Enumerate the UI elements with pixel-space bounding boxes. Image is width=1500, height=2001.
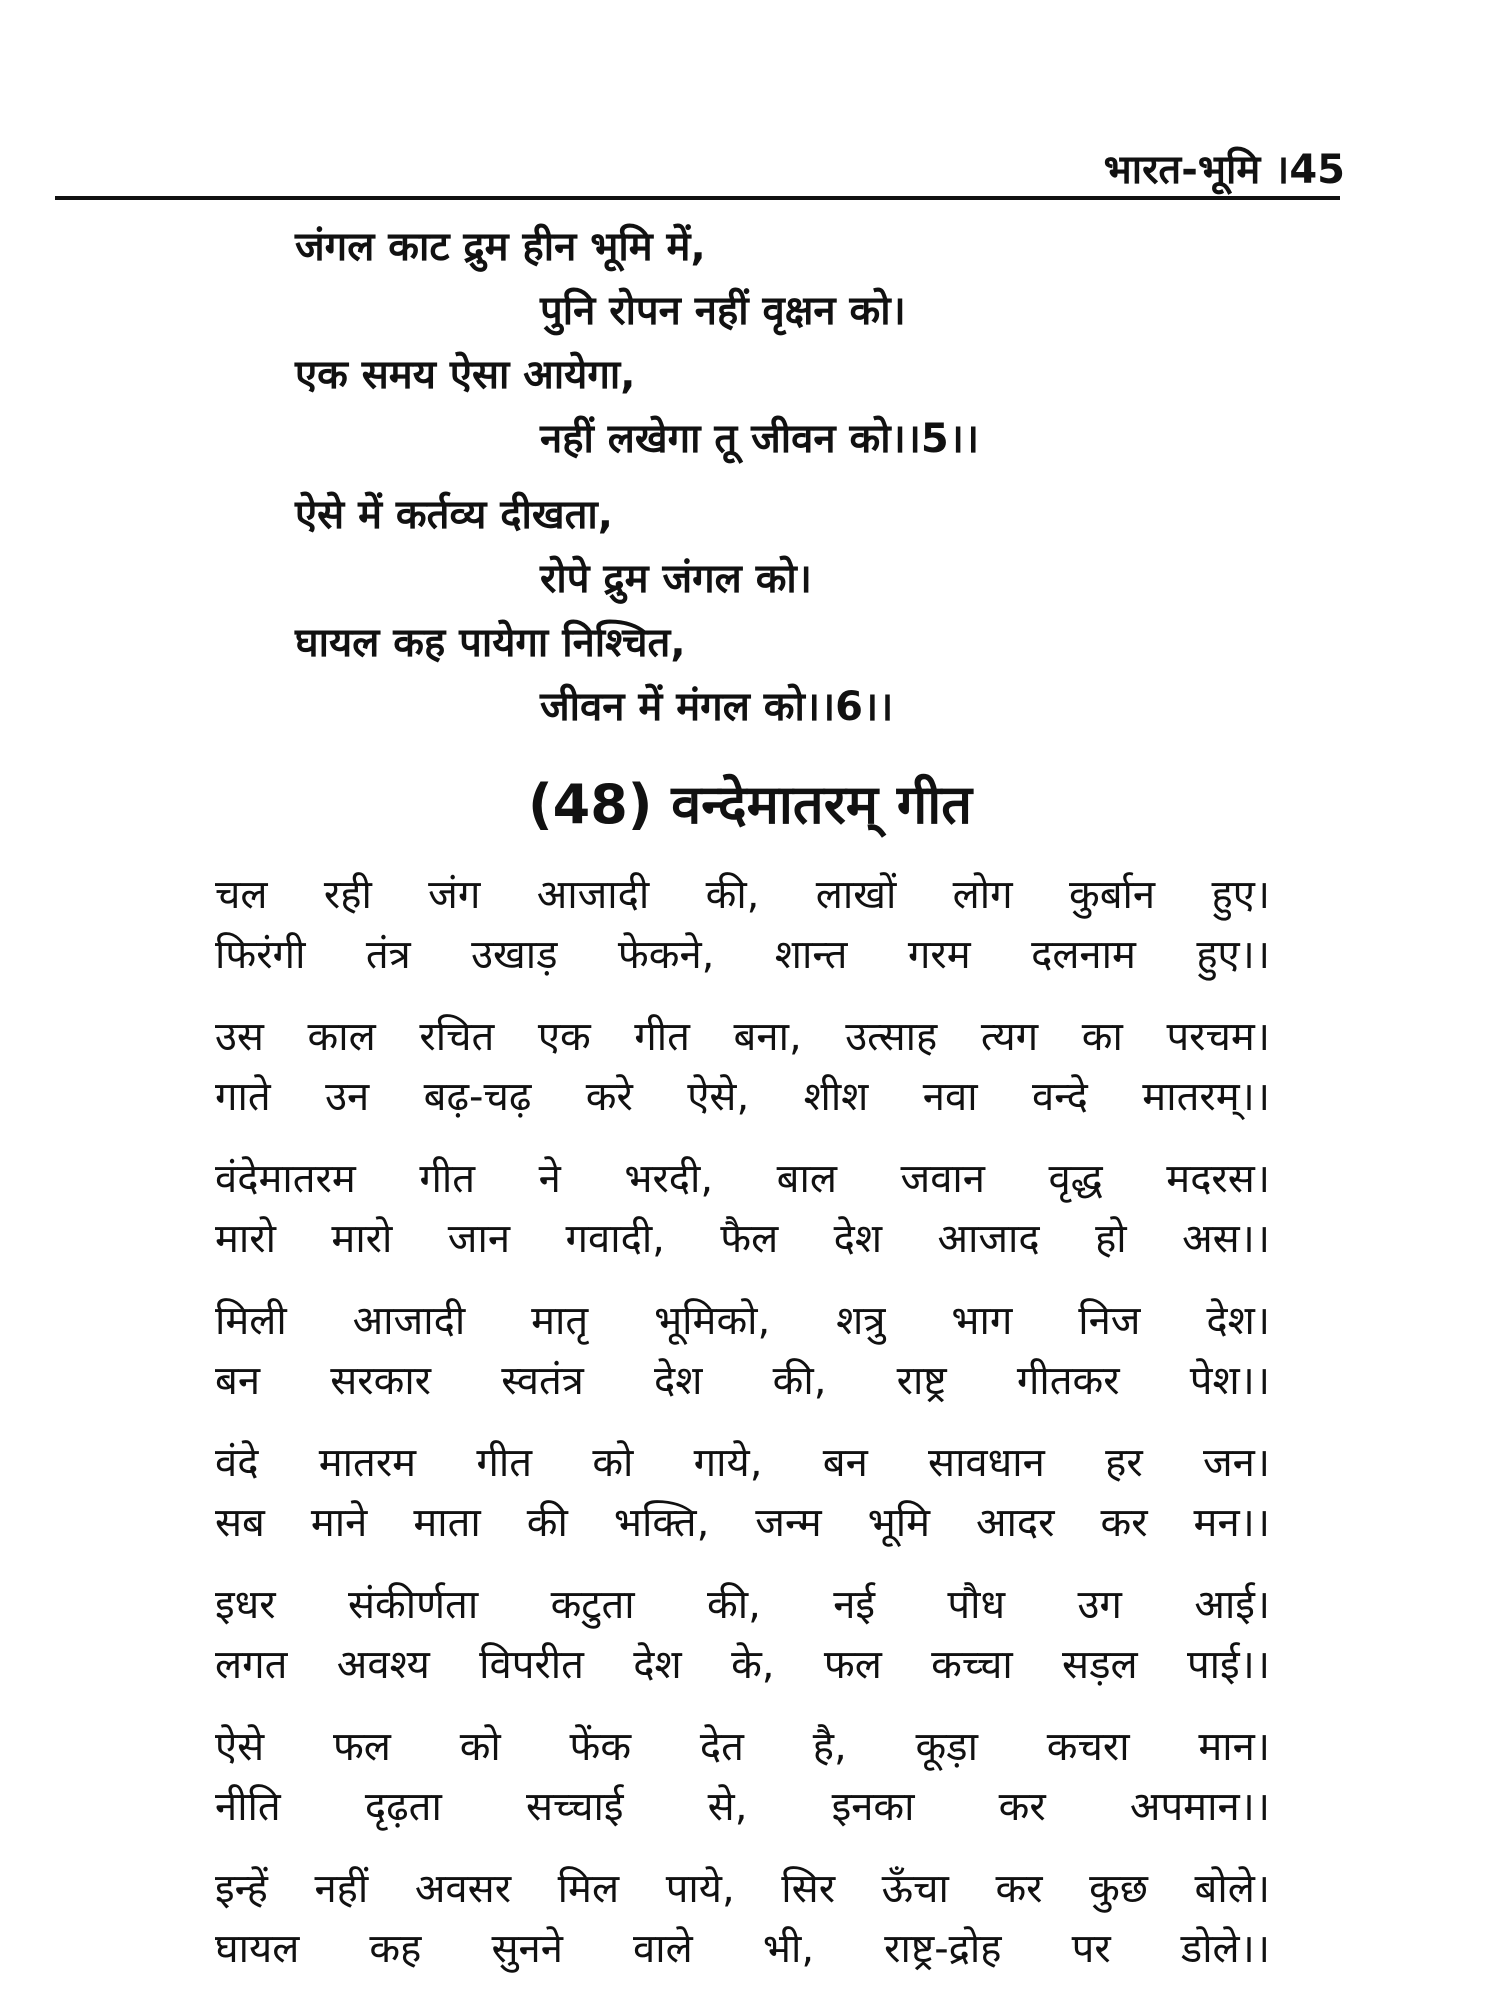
poem-line: वंदे मातरम गीत को गाये, बन सावधान हर जन। [215,1440,1270,1486]
couplet [215,1859,1270,1979]
running-header [55,140,1345,200]
poem-line: बन सरकार स्वतंत्र देश की, राष्ट्र गीतकर पेश।। [215,1358,1270,1404]
poem-line: उस काल रचित एक गीत बना, उत्साह त्यग का परचम। [215,1014,1270,1060]
couplet [215,1717,1270,1837]
verse-line: नहीं लखेगा तू जीवन को।।5।। [540,416,980,462]
couplet [215,1575,1270,1695]
couplet [215,1007,1270,1127]
verse-line: रोपे द्रुम जंगल को। [540,556,812,602]
poem-line: घायल कह सुनने वाले भी, राष्ट्र-द्रोह पर डोले।। [215,1926,1270,1972]
verse-line: ऐसे में कर्तव्य दीखता, [295,492,613,538]
header-rule [55,196,1340,200]
poem-line: मिली आजादी मातृ भूमिको, शत्रु भाग निज देश। [215,1298,1270,1344]
poem-line: इधर संकीर्णता कटुता की, नई पौध उग आई। [215,1582,1270,1628]
verse-block [295,215,1295,751]
header-title: भारत-भूमि ।45 [1103,147,1345,193]
couplet [215,865,1270,985]
verse-line: जंगल काट द्रुम हीन भूमि में, [295,224,706,270]
poem-line: लगत अवश्य विपरीत देश के, फल कच्चा सड़ल पाई।। [215,1642,1270,1688]
poem-line: ऐसे फल को फेंक देत है, कूड़ा कचरा मान। [215,1724,1270,1770]
couplet [215,1433,1270,1553]
section-heading: (48) वन्देमातरम् गीत [527,773,973,836]
couplet [215,1149,1270,1269]
poem-line: मारो मारो जान गवादी, फैल देश आजाद हो अस।। [215,1216,1270,1262]
poem-line: गाते उन बढ़-चढ़ करे ऐसे, शीश नवा वन्दे मातरम्।। [215,1074,1270,1120]
poem-line: चल रही जंग आजादी की, लाखों लोग कुर्बान हुए। [215,872,1270,918]
couplet [215,1291,1270,1411]
stanza [295,215,1295,471]
poem-line: नीति दृढ़ता सच्चाई से, इनका कर अपमान।। [215,1784,1270,1830]
poem-line: इन्हें नहीं अवसर मिल पाये, सिर ऊँचा कर कुछ बोले। [215,1866,1270,1912]
poem-line: फिरंगी तंत्र उखाड़ फेकने, शान्त गरम दलनाम हुए।। [215,932,1270,978]
stanza [295,483,1295,739]
verse-line: एक समय ऐसा आयेगा, [295,352,636,398]
poem-line: सब माने माता की भक्ति, जन्म भूमि आदर कर मन।। [215,1500,1270,1546]
verse-line: जीवन में मंगल को।।6।। [540,684,894,730]
poem-line: वंदेमातरम गीत ने भरदी, बाल जवान वृद्ध मदरस। [215,1156,1270,1202]
verse-line: घायल कह पायेगा निश्चित, [295,620,686,666]
poem-body [215,865,1270,2001]
verse-line: पुनि रोपन नहीं वृक्षन को। [540,288,906,334]
